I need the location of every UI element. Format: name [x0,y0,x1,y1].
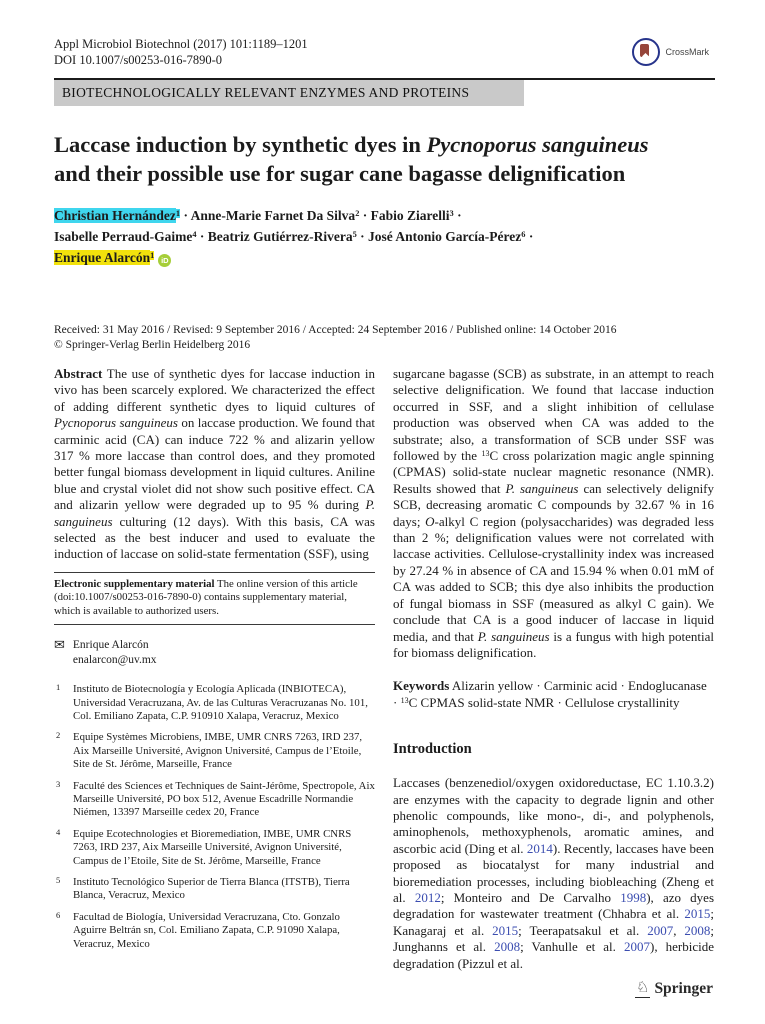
right-column [393,366,714,972]
springer-knight-icon: ♘ [635,979,650,996]
title-line-2: and their possible use for sugar cane bagasse delignification [54,161,626,186]
orcid-icon[interactable]: iD [158,254,171,267]
doi-line: DOI 10.1007/s00253-016-7890-0 [54,53,223,67]
corresponding-author-name: Enrique Alarcón [72,639,149,652]
article-history: Received: 31 May 2016 / Revised: 9 September 2016 / Accepted: 24 September 2016 / Published online: 14 October 2016 [54,324,617,336]
citation-link[interactable]: 2007 [647,922,674,938]
citation-link[interactable]: 2014 [526,840,553,856]
journal-citation: Appl Microbiol Biotechnol (2017) 101:1189–1201 [54,37,308,51]
publisher-name: Springer [654,980,713,997]
affiliation-item: 3 Faculté des Sciences et Techniques de Saint-Jérôme, Spectropole, Aix Marseille Université, PO box 512, Avenue Escadrille Normandie Niémen, 13397 Marseille cedex 20, France [56,778,375,819]
introduction-paragraph: Laccases (benzenediol/oxygen oxidoreductase, EC 1.10.3.2) are enzymes with the capacity to degrade lignin and other phenolic compounds, like mono-, di-, and polyphenols, aminophenols, methoxyphenols, aromatic amines, and ascorbic acid (Ding et al. 2014). Recently, laccases have been proposed as biocatalyst for many industrial and bioremediation processes, including biobleaching (Zheng et al. 2012; Monteiro and De Carvalho 1998), azo dyes degradation for wastewater treatment (Chhabra et al. 2015; Kanagaraj et al. 2015; Teerapatsakul et al. 2007, 2008; Junghanns et al. 2008; Vanhulle et al. 2007), herbicide degradation (Pizzul et al. [393,775,715,971]
left-column [54,366,375,972]
citation-link[interactable]: 2008 [494,939,521,955]
two-column-body [54,366,715,972]
page-header [54,36,715,68]
affiliation-item: 5 Instituto Tecnológico Superior de Tierra Blanca (ITSTB), Tierra Blanca, Veracruz, Mexico [56,874,350,902]
affiliation-item: 1 Instituto de Biotecnología y Ecología Aplicada (INBIOTECA), Universidad Veracruzana, Av. de las Culturas Veracruzanas No. 101, Col. Emiliano Zapata, C.P. 910910 Xalapa, Veracruz, Mexico [56,682,368,722]
journal-info [54,36,308,68]
springer-logo [635,980,713,998]
citation-link[interactable]: 2015 [684,906,711,922]
header-divider [54,78,715,106]
citation-link[interactable]: 2012 [414,889,441,905]
article-title [54,130,715,188]
author-line-1: Christian Hernández$^1$ · Anne-Marie Farnet Da Silva$^2$ · Fabio Ziarelli$^3$ · [54,208,462,223]
email-link[interactable]: enalarcon@uv.mx [72,653,157,666]
citation-link[interactable]: 2007 [623,939,650,955]
crossmark-badge[interactable] [632,38,709,66]
abstract-continued: sugarcane bagasse (SCB) as substrate, in an attempt to reach selective delignification. We found that laccase induction occurred in SSF, and a slight inhibition of cellulase production was observed when CA was added to the substrate; also, a transformation of SCB under SSF was followed by the $^{13}$C cross polarization magic angle spinning (CPMAS) solid-state nuclear magnetic resonance (NMR). Results showed that P. sanguineus can selectively delignify SCB, decreasing aromatic C compounds by 32.67 % in 16 days; O-alkyl C region (polysaccharides) was degraded less than 2 %; delignification values were not correlated with laccase activities. Cellulose-crystallinity index was increased by 27.24 % in absence of CA and 15.94 % when 0.01 mM of CA was added to SCB; this dye also inhibits the production of fungal biomass in SSF (measured as alkyl C gain). We conclude that CA is a good inducer of laccase in liquid media, and that P. sanguineus is a fungus with high potential for biomass delignification. [393,366,715,660]
section-banner: BIOTECHNOLOGICALLY RELEVANT ENZYMES AND PROTEINS [54,80,524,106]
envelope-icon: ✉ [54,637,65,653]
crossmark-icon [632,38,660,66]
esm-note [54,572,375,625]
introduction-heading: Introduction [393,741,472,758]
crossmark-label: CrossMark [665,47,709,57]
esm-text: Electronic supplementary material The online version of this article (doi:10.1007/s00253-016-7890-0) contains supplementary material, which is available to authorized users. [54,577,358,617]
affiliation-item: 2 Equipe Systèmes Microbiens, IMBE, UMR CNRS 7263, IRD 237, Aix Marseille Université, Avignon Université, Campus de l’Etoile, Site de St. Jérôme, Marseille, France [56,730,363,771]
citation-link[interactable]: 2008 [684,922,711,938]
citation-link[interactable]: 2015 [492,922,519,938]
affiliation-item: 6 Facultad de Biología, Universidad Veracruzana, Cto. Gonzalo Aguirre Beltrán sn, Col. Emiliano Zapata, C.P. 91090 Xalapa, Veracruz, Mexico [56,909,340,950]
correspondence-block [54,638,375,667]
author-list [54,205,715,268]
affiliation-item: 4 Equipe Ecotechnologies et Bioremediation, IMBE, UMR CNRS 7263, IRD 237, Aix Marseille Université, Avignon Université, Campus de l’Etoile, Site de St. Jérôme, Marseille, France [56,826,352,867]
author-line-2: Isabelle Perraud-Gaime$^4$ · Beatriz Gutiérrez-Rivera$^5$ · José Antonio García-Pérez$^6$ · [54,229,534,244]
affiliation-list [54,683,375,951]
abstract-text: Abstract The use of synthetic dyes for laccase induction in vivo has been scarcely explored. We characterized the effect of adding different synthetic dyes to liquid cultures of Pycnoporus sanguineus on laccase production. We found that carminic acid (CA) can induce 722 % and alizarin yellow 317 % more laccase than control does, and they promoted better fungal biomass development in liquid cultures. Aniline blue and crystal violet did not show such positive effect. CA and alizarin yellow were degraded up to 95 % during P. sanguineus culturing (12 days). With this basis, CA was selected as the best inducer and used to evaluate the induction of laccase on solid-state fermentation (SSF), using [54,366,375,562]
author-line-3: Enrique Alarcón$^1$iD [54,247,715,268]
title-line-1: Laccase induction by synthetic dyes in Pycnoporus sanguineus [54,132,649,157]
correspondence-details [73,638,157,667]
keywords-line: Keywords Alizarin yellow · Carminic acid · Endoglucanase · $^{13}$C CPMAS solid-state NMR · Cellulose crystallinity [393,678,707,710]
copyright-line: © Springer-Verlag Berlin Heidelberg 2016 [54,339,251,351]
citation-link[interactable]: 1998 [620,889,647,905]
